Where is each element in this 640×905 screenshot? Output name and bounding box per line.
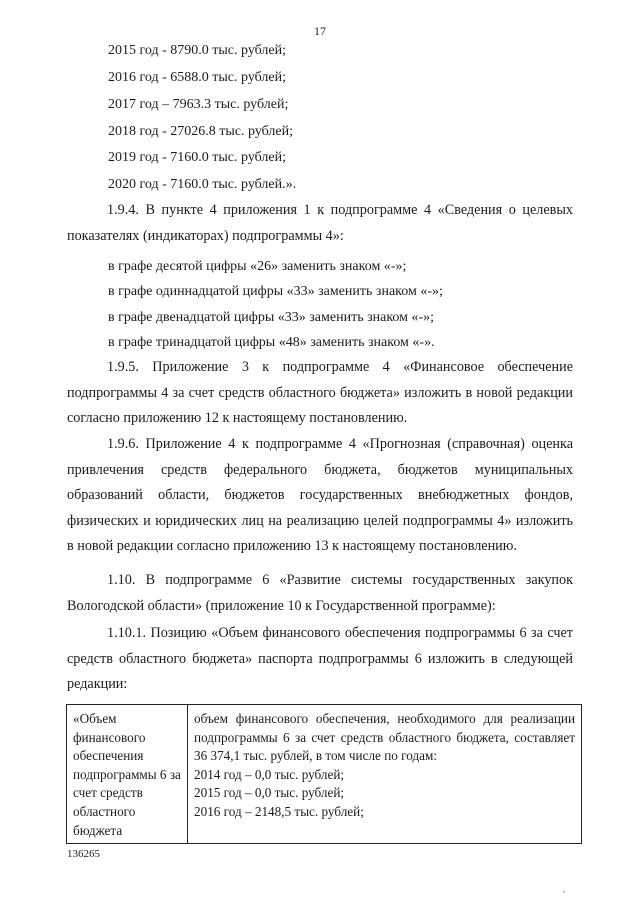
funding-line-2016: 2016 год - 6588.0 тыс. рублей; — [108, 70, 287, 85]
paragraph-1-9-5: 1.9.5. Приложение 3 к подпрограмме 4 «Финансовое обеспечение подпрограммы 4 за счет средств областного бюджета» изложить в новой редакции согласно приложению 12 к настоящему постановлению. — [67, 359, 573, 427]
paragraph-1-9-6: 1.9.6. Приложение 4 к подпрограмме 4 «Прогнозная (справочная) оценка привлечения средств федерального бюджета, бюджетов муниципальных образований области, бюджетов государственных внебюджетных фондов, физических и юридических лиц на реализацию целей подпрограммы 4» изложить в новой редакции согласно приложению 13 к настоящему постановлению. — [67, 436, 573, 555]
paragraph-1-10-1: 1.10.1. Позицию «Объем финансового обеспечения подпрограммы 6 за счет средств областного бюджета» паспорта подпрограммы 6 изложить в следующей редакции: — [67, 625, 573, 693]
replace-line-11: в графе одиннадцатой цифры «33» заменить знаком «-»; — [108, 284, 443, 299]
passport-year-2014: 2014 год – 0,0 тыс. рублей; — [194, 766, 345, 782]
replace-line-13: в графе тринадцатой цифры «48» заменить знаком «-». — [108, 335, 435, 350]
replace-line-12: в графе двенадцатой цифры «33» заменить знаком «-»; — [108, 310, 435, 325]
passport-value-intro: объем финансового обеспечения, необходимого для реализации подпрограммы 6 за счет средств областного бюджета, составляет 36 374,1 тыс. рублей, в том числе по годам: — [194, 711, 575, 764]
page-number: 17 — [314, 24, 326, 38]
passport-year-2016: 2016 год – 2148,5 тыс. рублей; — [194, 803, 364, 819]
funding-line-2018: 2018 год - 27026.8 тыс. рублей; — [108, 124, 294, 139]
corner-mark: " — [563, 891, 566, 897]
paragraph-1-9-4: 1.9.4. В пункте 4 приложения 1 к подпрограмме 4 «Сведения о целевых показателях (индикаторах) подпрограммы 4»: — [67, 202, 573, 244]
table-row — [67, 705, 582, 844]
passport-year-2015: 2015 год – 0,0 тыс. рублей; — [194, 785, 345, 801]
document-code: 136265 — [67, 848, 100, 860]
funding-line-2019: 2019 год - 7160.0 тыс. рублей; — [108, 150, 287, 165]
funding-line-2017: 2017 год – 7963.3 тыс. рублей; — [108, 97, 289, 112]
funding-line-2020: 2020 год - 7160.0 тыс. рублей.». — [108, 177, 297, 192]
passport-value-cell — [188, 705, 582, 844]
paragraph-1-10: 1.10. В подпрограмме 6 «Развитие системы государственных закупок Вологодской области» (приложение 10 к Государственной программе): — [67, 572, 573, 614]
passport-label-cell: «Объем финансового обеспечения подпрограммы 6 за счет средств областного бюджета — [67, 705, 188, 844]
replace-line-10: в графе десятой цифры «26» заменить знаком «-»; — [108, 259, 407, 274]
funding-line-2015: 2015 год - 8790.0 тыс. рублей; — [108, 43, 287, 58]
passport-table — [66, 704, 582, 844]
